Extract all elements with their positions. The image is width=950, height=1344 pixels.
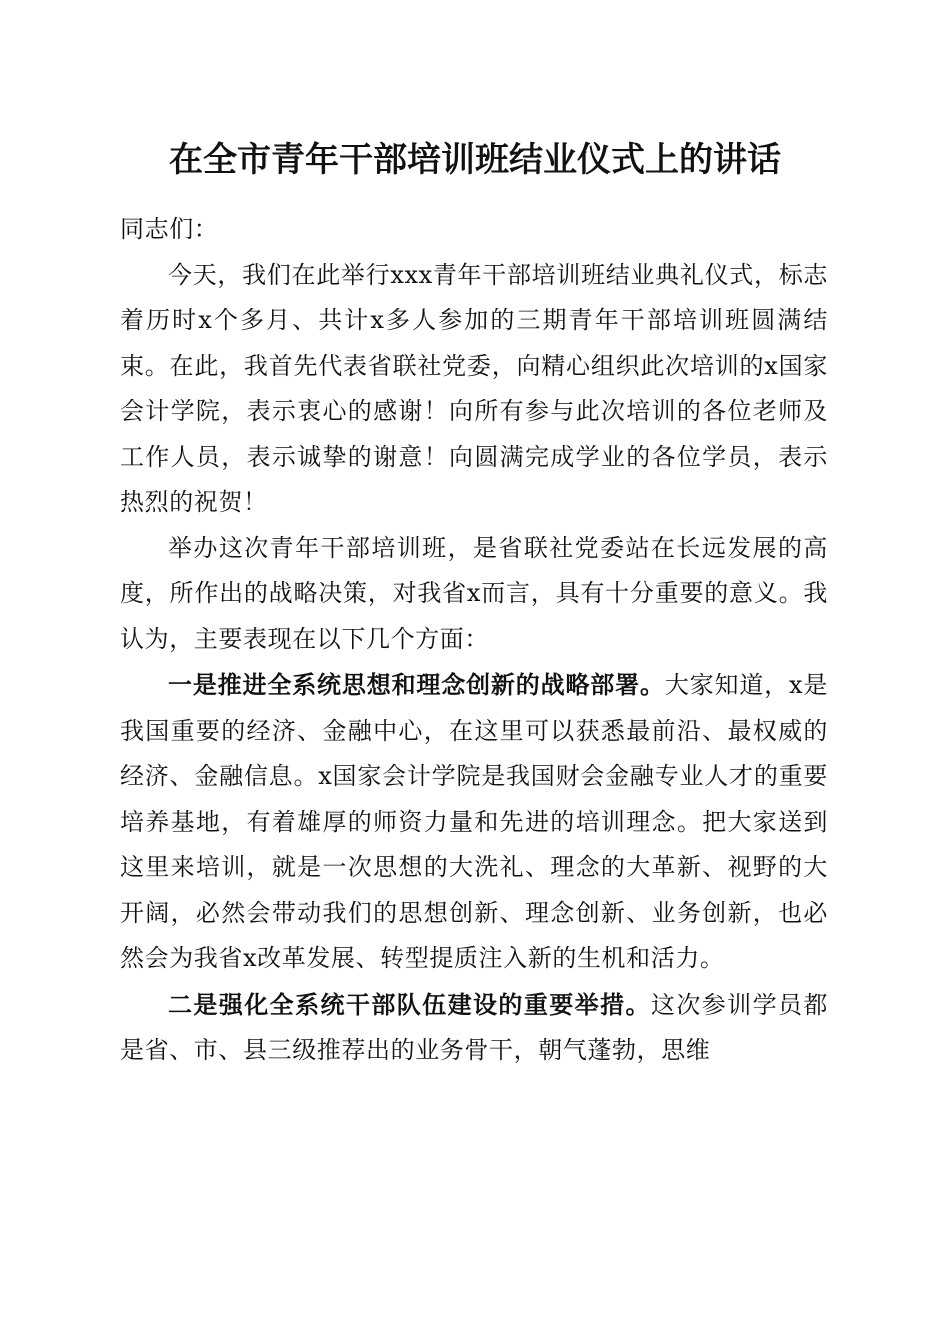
paragraph-significance — [120, 526, 828, 663]
document-body — [120, 207, 828, 1074]
paragraph-lead-heading: 二是强化全系统干部队伍建设的重要举措。 — [168, 989, 651, 1019]
document-title: 在全市青年干部培训班结业仪式上的讲话 — [169, 140, 781, 180]
paragraph-text: 大家知道，x是我国重要的经济、金融中心，在这里可以获悉最前沿、最权威的经济、金融信息。x国家会计学院是我国财会金融专业人才的重要培养基地，有着雄厚的师资力量和先进的培训理念。把大家送到这里来培训，就是一次思想的大洗礼、理念的大革新、视野的大开阔，必然会带动我们的思想创新、理念创新、业务创新，也必然会为我省x改革发展、转型提质注入新的生机和活力。 — [120, 671, 828, 972]
paragraph-text: 今天，我们在此举行xxx青年干部培训班结业典礼仪式，标志着历时x个多月、共计x多人参加的三期青年干部培训班圆满结束。在此，我首先代表省联社党委，向精心组织此次培训的x国家会计学院，表示衷心的感谢！向所有参与此次培训的各位老师及工作人员，表示诚挚的谢意！向圆满完成学业的各位学员，表示热烈的祝贺！ — [120, 260, 828, 516]
paragraph-opening — [120, 253, 828, 526]
paragraph-text: 这次参训学员都是省、市、县三级推荐出的业务骨干，朝气蓬勃，思维 — [120, 990, 828, 1064]
paragraph-point-one — [120, 662, 828, 982]
paragraph-point-two — [120, 982, 828, 1074]
salutation: 同志们： — [120, 215, 219, 243]
paragraph-lead-heading: 一是推进全系统思想和理念创新的战略部署。 — [168, 670, 665, 699]
paragraph-text: 举办这次青年干部培训班，是省联社党委站在长远发展的高度，所作出的战略决策，对我省x而言，具有十分重要的意义。我认为，主要表现在以下几个方面： — [120, 533, 828, 653]
